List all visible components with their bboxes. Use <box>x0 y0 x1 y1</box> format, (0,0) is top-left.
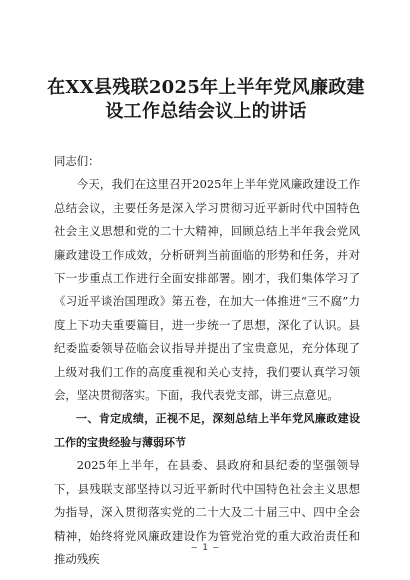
section-heading-1: 一、肯定成绩，正视不足，深刻总结上半年党风廉政建设工作的宝贵经验与薄弱环节 <box>54 412 360 449</box>
paragraph-section-1: 2025年上半年，在县委、县政府和县纪委的坚强领导下，县残联支部坚持以习近平新时代中国特色社会主义思想为指导，深入贯彻落实党的二十大及二十届三中、四中全会精神，始终将党风廉政建设作为管党治党的重大政治责任和推动残疾 <box>54 458 360 566</box>
paragraph-opening: 今天，我们在这里召开2025年上半年党风廉政建设工作总结会议，主要任务是深入学习贯彻习近平新时代中国特色社会主义思想和党的二十大精神，回顾总结上半年我会党风廉政建设工作成效，分析研判当前面临的形势和任务，并对下一步重点工作进行全面安排部署。刚才，我们集体学习了《习近平谈治国理政》第五卷，在加大一体推进“三不腐”力度上下功夫重要篇目，进一步统一了思想，深化了认识。县纪委监委领导莅临会议指导并提出了宝贵意见，充分体现了上级对我们工作的高度重视和关心支持，我们要认真学习领会，坚决贯彻落实。下面，我代表党支部，讲三点意见。 <box>54 177 360 403</box>
page-number: — 1 — <box>191 543 219 553</box>
salutation: 同志们： <box>54 154 100 168</box>
document-title <box>36 76 376 124</box>
title-line-1: 在XX县残联2025年上半年党风廉政建 <box>47 77 365 98</box>
title-line-2: 设工作总结会议上的讲话 <box>105 101 307 122</box>
document-body <box>54 150 360 571</box>
